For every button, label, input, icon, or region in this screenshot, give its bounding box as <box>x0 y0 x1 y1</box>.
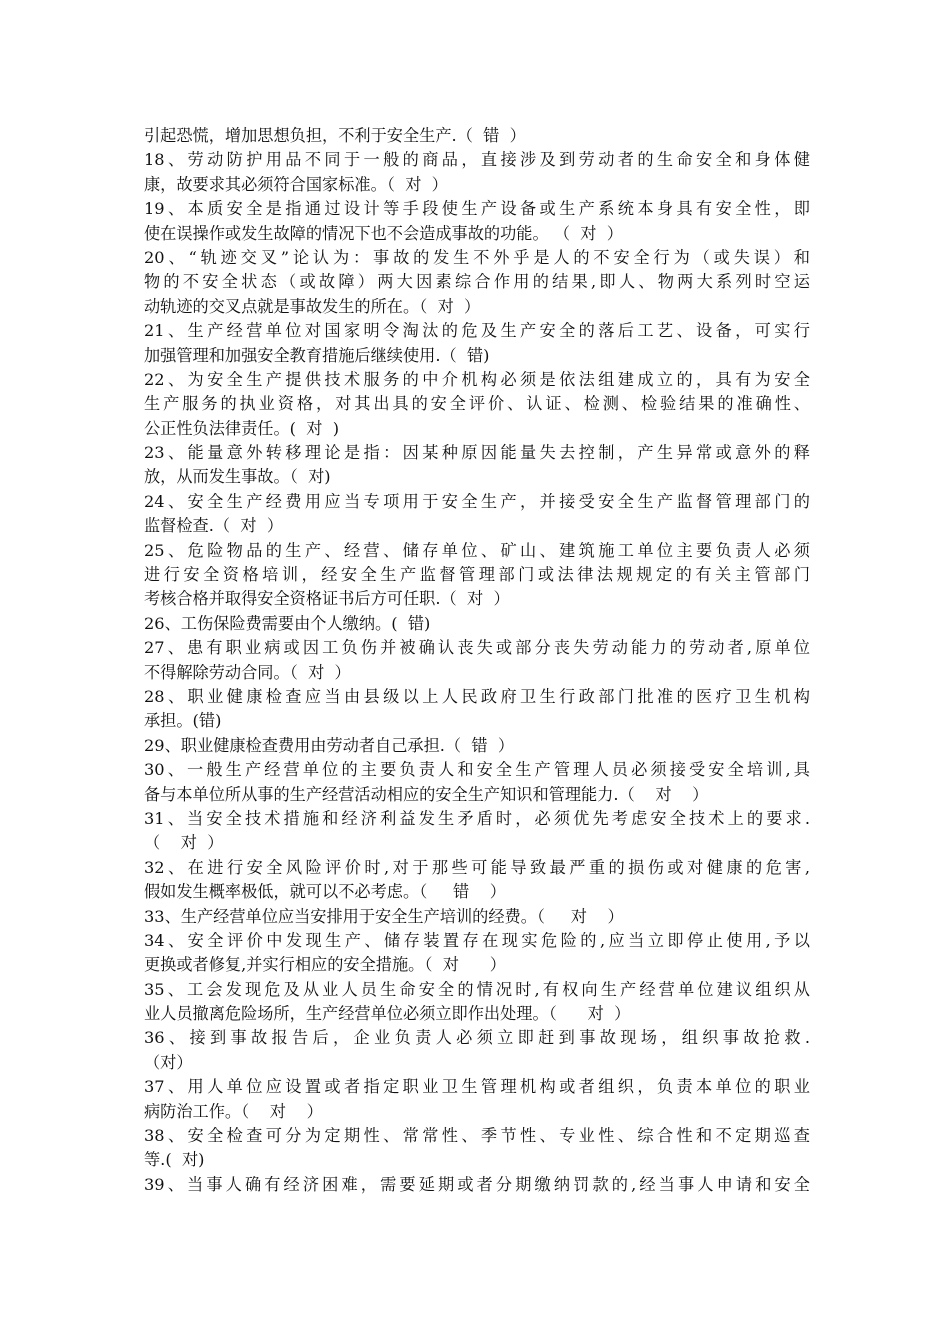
text-line: 31、当安全技术措施和经济利益发生矛盾时，必须优先考虑安全技术上的要求. <box>144 808 810 828</box>
text-line: 26、工伤保险费需要由个人缴纳。( 错) <box>144 613 431 633</box>
text-line: 加强管理和加强安全教育措施后继续使用.（ 错) <box>144 345 490 365</box>
text-line: 病防治工作。（ 对 ） <box>144 1101 323 1121</box>
text-line: 考核合格并取得安全资格证书后方可任职.（ 对 ） <box>144 589 510 609</box>
text-line: 19、本质安全是指通过设计等手段使生产设备或生产系统本身具有安全性，即 <box>144 199 810 219</box>
text-line: 34、安全评价中发现生产、储存装置存在现实危险的,应当立即停止使用,予以 <box>144 930 810 950</box>
text-line: 放，从而发生事故。（ 对) <box>144 467 331 487</box>
text-line: 18、劳动防护用品不同于一般的商品，直接涉及到劳动者的生命安全和身体健 <box>144 150 810 170</box>
text-line: 康，故要求其必须符合国家标准。（ 对 ） <box>144 174 448 194</box>
text-line: 动轨迹的交叉点就是事故发生的所在。（ 对 ） <box>144 296 481 316</box>
text-line: 35、工会发现危及从业人员生命安全的情况时,有权向生产经营单位建议组织从 <box>144 979 810 999</box>
text-line: 不得解除劳动合同。（ 对 ） <box>144 662 351 682</box>
text-line: 引起恐慌，增加思想负担，不利于安全生产.（ 错 ） <box>144 126 526 145</box>
text-line: 备与本单位所从事的生产经营活动相应的安全生产知识和管理能力.（ 对 ） <box>144 784 709 804</box>
text-line: 39、当事人确有经济困难，需要延期或者分期缴纳罚款的,经当事人申请和安全 <box>144 1174 810 1194</box>
text-line: 承担。(错) <box>144 711 222 731</box>
text-line: 生产服务的执业资格，对其出具的安全评价、认证、检测、检验结果的准确性、 <box>144 394 810 414</box>
text-line: 更换或者修复,并实行相应的安全措施。（ 对 ） <box>144 955 506 975</box>
document-page <box>144 124 810 1197</box>
text-line: 24、安全生产经费用应当专项用于安全生产，并接受安全生产监督管理部门的 <box>144 491 810 511</box>
text-line: 29、职业健康检查费用由劳动者自己承担.（ 错 ） <box>144 735 515 755</box>
text-line: 20、“轨迹交叉”论认为：事故的发生不外乎是人的不安全行为（或失误）和 <box>144 247 810 267</box>
text-line: 公正性负法律责任。( 对 ) <box>144 418 340 438</box>
text-line: 监督检查.（ 对 ） <box>144 516 284 536</box>
text-line: 物的不安全状态（或故障）两大因素综合作用的结果,即人、物两大系列时空运 <box>144 272 810 292</box>
text-line: 27、患有职业病或因工负伤并被确认丧失或部分丧失劳动能力的劳动者,原单位 <box>144 638 810 658</box>
text-line: 使在误操作或发生故障的情况下也不会造成事故的功能。 （ 对 ） <box>144 223 623 243</box>
text-line: （对） <box>144 1052 193 1072</box>
text-line: 32、在进行安全风险评价时,对于那些可能导致最严重的损伤或对健康的危害, <box>144 857 810 877</box>
text-line: 等.( 对) <box>144 1150 205 1170</box>
text-line: 业人员撤离危险场所，生产经营单位必须立即作出处理。（ 对 ） <box>144 1004 631 1024</box>
text-line: 假如发生概率极低，就可以不必考虑。（ 错 ） <box>144 882 506 902</box>
text-line: 25、危险物品的生产、经营、储存单位、矿山、建筑施工单位主要负责人必须 <box>144 540 810 560</box>
text-line: 37、用人单位应设置或者指定职业卫生管理机构或者组织，负责本单位的职业 <box>144 1077 810 1097</box>
text-line: 22、为安全生产提供技术服务的中介机构必须是依法组建成立的，具有为安全 <box>144 369 810 389</box>
text-line: 28、职业健康检查应当由县级以上人民政府卫生行政部门批准的医疗卫生机构 <box>144 686 810 706</box>
text-line: 23、能量意外转移理论是指：因某种原因能量失去控制，产生异常或意外的释 <box>144 443 810 463</box>
text-line: 38、安全检查可分为定期性、常常性、季节性、专业性、综合性和不定期巡查 <box>144 1126 810 1146</box>
text-line: 21、生产经营单位对国家明令淘汰的危及生产安全的落后工艺、设备，可实行 <box>144 321 810 341</box>
text-line: 进行安全资格培训，经安全生产监督管理部门或法律法规规定的有关主管部门 <box>144 565 810 585</box>
text-line: （ 对 ） <box>144 833 224 853</box>
text-line: 36、接到事故报告后，企业负责人必须立即赶到事故现场，组织事故抢救. <box>144 1028 810 1048</box>
text-line: 30、一般生产经营单位的主要负责人和安全生产管理人员必须接受安全培训,具 <box>144 760 810 780</box>
text-line: 33、生产经营单位应当安排用于安全生产培训的经费。（ 对 ） <box>144 906 624 926</box>
